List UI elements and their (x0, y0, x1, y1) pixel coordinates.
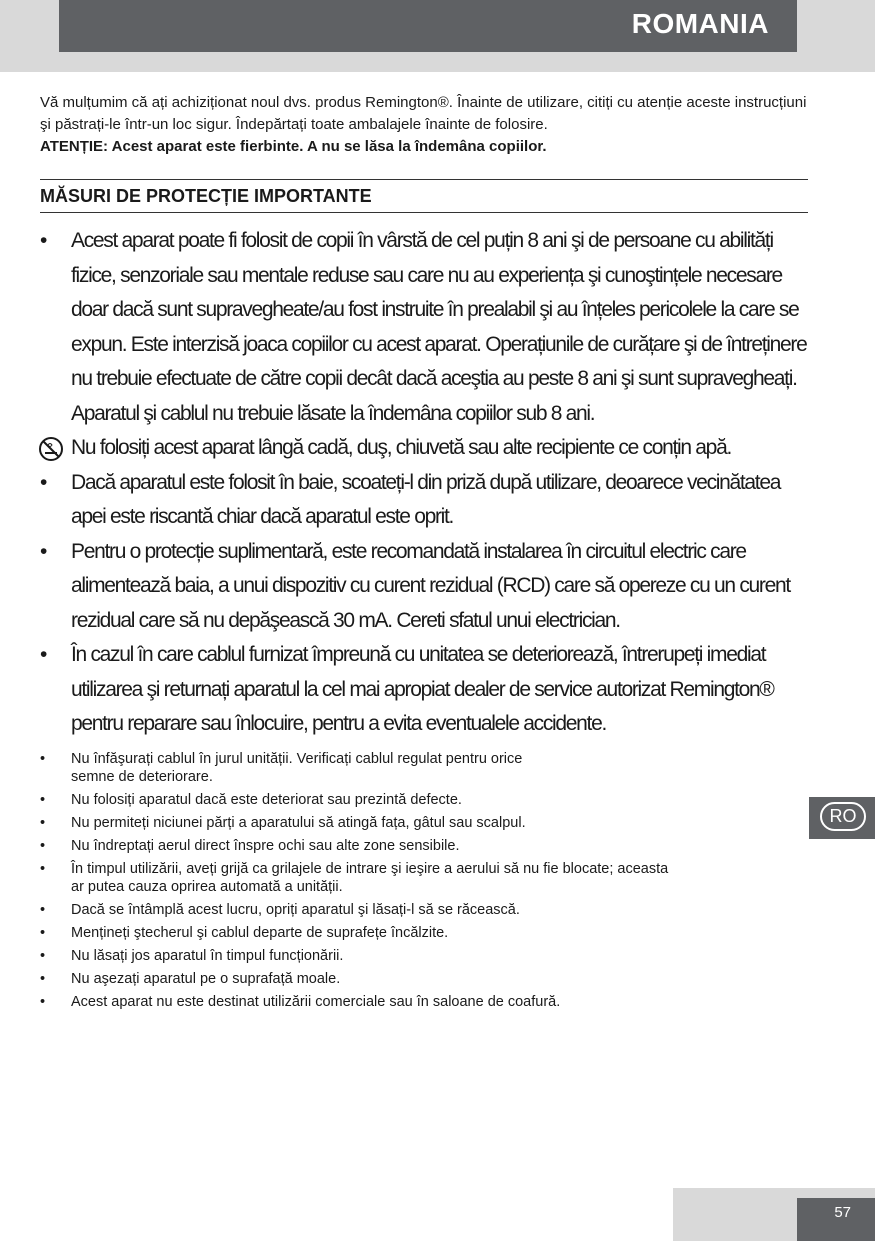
list-item (40, 993, 800, 1011)
header-title: ROMANIA (631, 8, 769, 39)
list-item (40, 466, 815, 535)
bullet: • (40, 539, 48, 563)
item-line: Mențineți ştecherul şi cablul departe de suprafețe încălzite. (71, 925, 449, 941)
intro-text: Vă mulțumim că ați achiziționat noul dvs. produs Remington®. Înainte de utilizare, citiți cu atenție aceste instrucțiuni şi păstrați-le într-un loc sigur. Îndepărtați toate ambalajele înainte de folosire. (40, 94, 807, 133)
item-line: Dacă se întâmplă acest lucru, opriți aparatul şi lăsați-l să se răcească. (71, 902, 520, 918)
item-line: Nu folosiți aparatul dacă este deteriorat sau prezintă defecte. (71, 792, 462, 808)
item-line: Nu aşezați aparatul pe o suprafață moale. (71, 971, 341, 987)
section-header (40, 179, 808, 213)
bullet: • (40, 470, 48, 494)
list-item (40, 901, 800, 919)
list-item (40, 750, 800, 786)
item-line: Nu permiteți niciunei părți a aparatului să atingă fața, gâtul sau scalpul. (71, 815, 526, 831)
intro-block (40, 92, 810, 158)
item-text: În cazul în care cablul furnizat împreună cu unitatea se deteriorează, întrerupeți imediat utilizarea şi returnați aparatul la cel mai apropiat dealer de service autorizat Remington® pentru reparare sau înlocuire, pentru a evita eventualele accidente. (71, 643, 774, 735)
item-line: Nu îndreptați aerul direct înspre ochi sau alte zone sensibile. (71, 838, 460, 854)
language-badge: RO (820, 802, 866, 831)
intro-warning: ATENȚIE: Acest aparat este fierbinte. A nu se lăsa la îndemâna copiilor. (40, 138, 547, 155)
list-item (40, 837, 800, 855)
no-water-icon (38, 436, 64, 462)
bullet: • (40, 815, 46, 831)
list-item (40, 860, 800, 896)
list-item (40, 638, 815, 742)
page-number-box (797, 1198, 875, 1241)
item-line: Nu lăsați jos aparatul în timpul funcționării. (71, 948, 344, 964)
list-item (40, 814, 800, 832)
bullet: • (40, 971, 46, 987)
item-line: Acest aparat nu este destinat utilizării comerciale sau în saloane de coafură. (71, 994, 561, 1010)
bullet: • (40, 902, 46, 918)
bullet: • (40, 994, 46, 1010)
item-text: Dacă aparatul este folosit în baie, scoateți-l din priză după utilizare, deoarece vecinătatea apei este riscantă chiar dacă aparatul este oprit. (71, 470, 781, 528)
language-tab (809, 797, 875, 839)
general-list (40, 750, 800, 1016)
bullet: • (40, 792, 46, 808)
item-line: ar putea cauza oprirea automată a unității. (71, 879, 343, 895)
list-item (40, 970, 800, 988)
list-item (40, 535, 815, 639)
bullet: • (40, 643, 48, 666)
section-title: MĂSURI DE PROTECȚIE IMPORTANTE (40, 186, 372, 206)
bullet: • (40, 229, 48, 252)
list-item (40, 224, 815, 431)
list-item (40, 924, 800, 942)
item-text: Acest aparat poate fi folosit de copii în vârstă de cel puțin 8 ani şi de persoane cu abilități fizice, senzoriale sau mentale reduse sau care nu au experiența şi cunoştințele necesare doar dacă sunt supravegheate/au fost instruite în prealabil şi au înțeles pericolele la care se expun. Este interzisă joaca copiilor cu acest aparat. Operațiunile de curățare şi de întreținere nu trebuie efectuate de către copii decât dacă aceştia au peste 8 ani şi sunt supravegheați. Aparatul şi cablul nu trebuie lăsate la îndemâna copiilor sub 8 ani. (71, 229, 807, 425)
item-text: Nu folosiți acest aparat lângă cadă, duş, chiuvetă sau alte recipiente ce conțin apă. (71, 436, 731, 459)
bullet: • (40, 948, 46, 964)
bullet: • (40, 751, 46, 767)
item-line: Nu înfăşurați cablul în jurul unității. Verificați cablul regulat pentru orice (71, 751, 523, 767)
page-number: 57 (834, 1204, 851, 1221)
item-line: semne de deteriorare. (71, 769, 213, 785)
bullet: • (40, 861, 46, 877)
important-list (40, 224, 815, 742)
bullet: • (40, 838, 46, 854)
header-bar (59, 0, 797, 52)
list-item (40, 947, 800, 965)
bullet: • (40, 925, 46, 941)
list-item (40, 791, 800, 809)
item-line: În timpul utilizării, aveți grijă ca grilajele de intrare şi ieşire a aerului să nu fie blocate; aceasta (71, 861, 669, 877)
item-text: Pentru o protecție suplimentară, este recomandată instalarea în circuitul electric care alimentează baia, a unui dispozitiv cu curent rezidual (RCD) care să opereze cu un curent rezidual care să nu depăşească 30 mA. Cereti sfatul unui electrician. (71, 539, 790, 632)
list-item (40, 431, 815, 466)
